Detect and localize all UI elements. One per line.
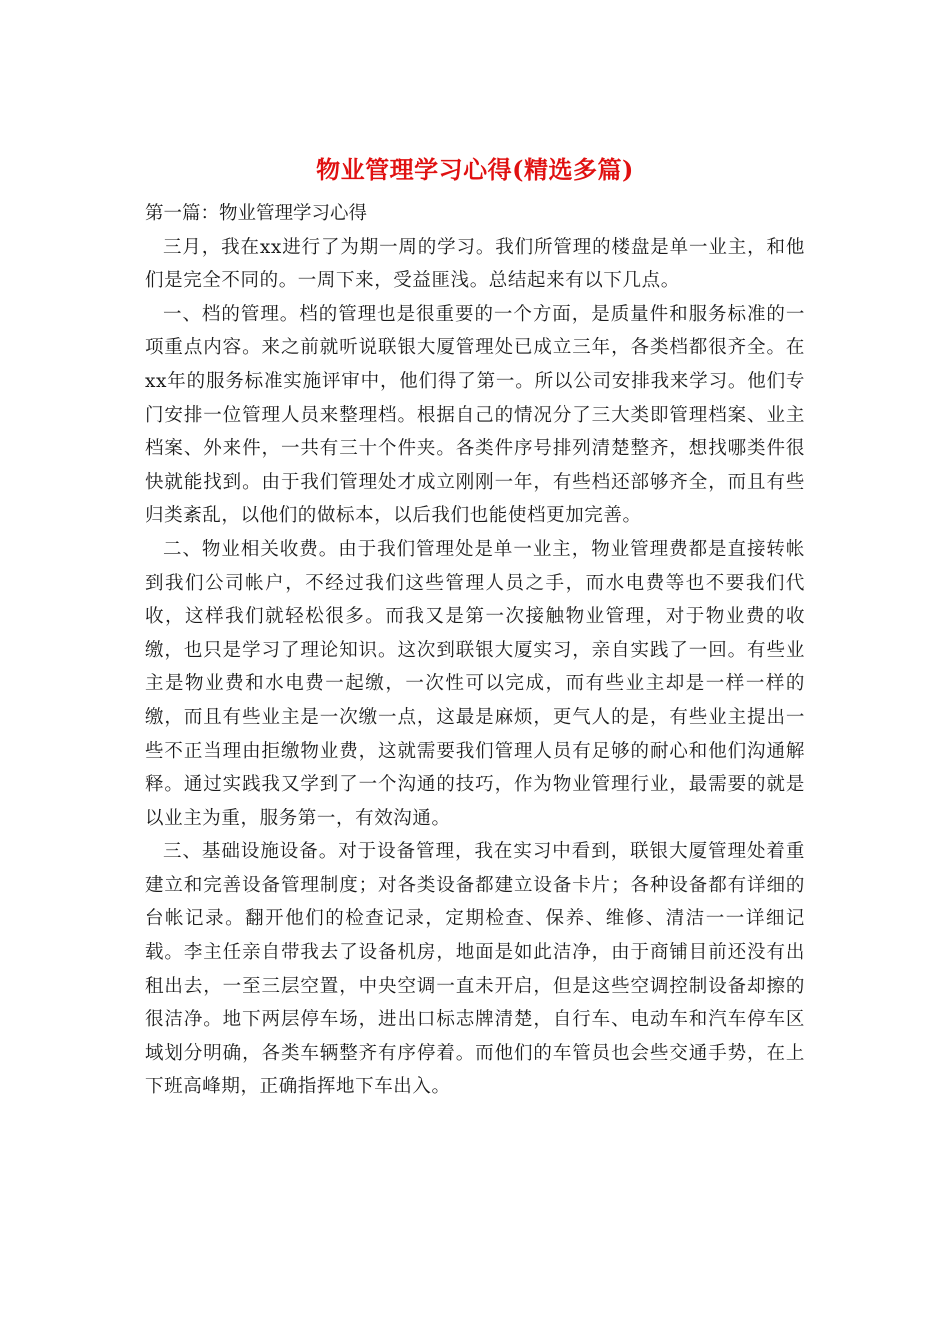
paragraph-facilities: 三、基础设施设备。对于设备管理，我在实习中看到，联银大厦管理处着重建立和完善设备管理制度；对各类设备都建立设备卡片；各种设备都有详细的台帐记录。翻开他们的检查记录，定期检查、保养、维修、清洁一一详细记载。李主任亲自带我去了设备机房，地面是如此洁净，由于商铺目前还没有出租出去，一至三层空置，中央空调一直未开启，但是这些空调控制设备却擦的很洁净。地下两层停车场，进出口标志牌清楚，自行车、电动车和汽车停车区域划分明确，各类车辆整齐有序停着。而他们的车管员也会些交通手势，在上下班高峰期，正确指挥地下车出入。 bbox=[145, 841, 805, 1098]
section-heading: 第一篇：物业管理学习心得 bbox=[145, 203, 368, 224]
document-body bbox=[145, 197, 805, 1104]
paragraph-fee-collection: 二、物业相关收费。由于我们管理处是单一业主，物业管理费都是直接转帐到我们公司帐户，不经过我们这些管理人员之手，而水电费等也不要我们代收，这样我们就轻松很多。而我又是第一次接触物业管理，对于物业费的收缴，也只是学习了理论知识。这次到联银大厦实习，亲自实践了一回。有些业主是物业费和水电费一起缴，一次性可以完成，而有些业主却是一样一样的缴，而且有些业主是一次缴一点，这最是麻烦，更气人的是，有些业主提出一些不正当理由拒缴物业费，这就需要我们管理人员有足够的耐心和他们沟通解释。通过实践我又学到了一个沟通的技巧，作为物业管理行业，最需要的就是以业主为重，服务第一，有效沟通。 bbox=[145, 538, 805, 829]
paragraph-intro: 三月，我在xx进行了为期一周的学习。我们所管理的楼盘是单一业主，和他们是完全不同的。一周下来，受益匪浅。总结起来有以下几点。 bbox=[145, 236, 805, 292]
paragraph-file-management: 一、档的管理。档的管理也是很重要的一个方面，是质量件和服务标准的一项重点内容。来之前就听说联银大厦管理处已成立三年，各类档都很齐全。在xx年的服务标准实施评审中，他们得了第一。所以公司安排我来学习。他们专门安排一位管理人员来整理档。根据自己的情况分了三大类即管理档案、业主档案、外来件，一共有三十个件夹。各类件序号排列清楚整齐，想找哪类件很快就能找到。由于我们管理处才成立刚刚一年，有些档还部够齐全，而且有些归类紊乱，以他们的做标本，以后我们也能使档更加完善。 bbox=[145, 303, 805, 527]
document-title: 物业管理学习心得(精选多篇) bbox=[316, 155, 634, 184]
